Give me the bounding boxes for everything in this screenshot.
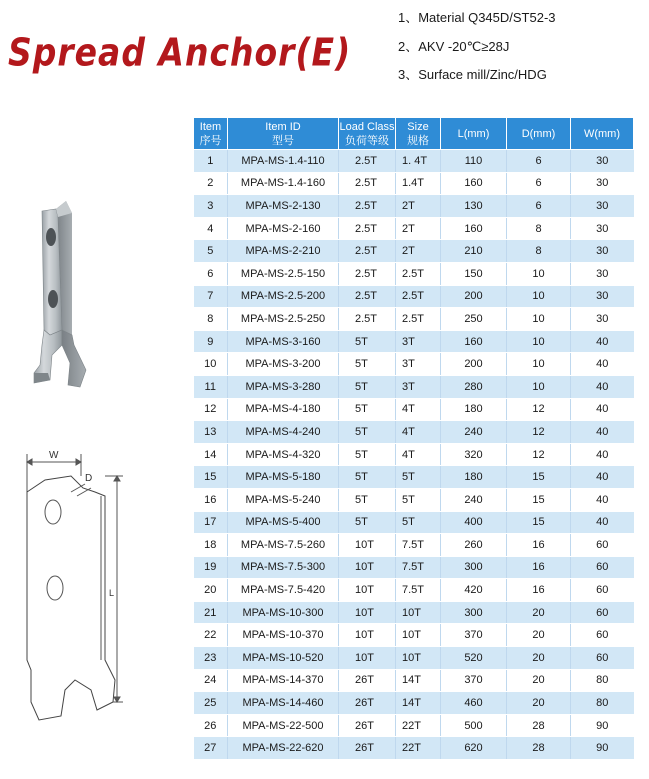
cell-load-class: 2.5T bbox=[339, 172, 396, 195]
cell-width: 80 bbox=[571, 692, 634, 715]
cell-item: 17 bbox=[194, 511, 228, 534]
page-title: Spread Anchor(E) bbox=[8, 30, 352, 75]
cell-width: 30 bbox=[571, 285, 634, 308]
cell-item: 14 bbox=[194, 443, 228, 466]
cell-size: 10T bbox=[396, 647, 441, 670]
table-row bbox=[194, 488, 634, 511]
cell-item: 10 bbox=[194, 353, 228, 376]
cell-length: 130 bbox=[441, 195, 507, 218]
cell-item: 5 bbox=[194, 240, 228, 263]
cell-load-class: 26T bbox=[339, 669, 396, 692]
cell-item-id: MPA-MS-3-200 bbox=[228, 353, 339, 376]
cell-width: 40 bbox=[571, 421, 634, 444]
cell-width: 60 bbox=[571, 534, 634, 557]
cell-length: 210 bbox=[441, 240, 507, 263]
cell-size: 22T bbox=[396, 714, 441, 737]
cell-item: 24 bbox=[194, 669, 228, 692]
cell-length: 280 bbox=[441, 375, 507, 398]
cell-length: 240 bbox=[441, 488, 507, 511]
cell-item-id: MPA-MS-4-240 bbox=[228, 421, 339, 444]
col-load-class-en: Load Class bbox=[339, 120, 395, 133]
cell-length: 180 bbox=[441, 466, 507, 489]
cell-width: 90 bbox=[571, 737, 634, 760]
cell-item: 20 bbox=[194, 579, 228, 602]
cell-size: 4T bbox=[396, 398, 441, 421]
cell-length: 160 bbox=[441, 330, 507, 353]
cell-size: 2T bbox=[396, 217, 441, 240]
cell-diameter: 8 bbox=[507, 240, 571, 263]
cell-width: 40 bbox=[571, 353, 634, 376]
cell-diameter: 16 bbox=[507, 534, 571, 557]
cell-item: 6 bbox=[194, 262, 228, 285]
col-width: W(mm) bbox=[571, 118, 634, 150]
table-row bbox=[194, 601, 634, 624]
cell-load-class: 26T bbox=[339, 692, 396, 715]
d-label: D bbox=[85, 473, 93, 484]
col-item bbox=[194, 118, 228, 150]
cell-load-class: 2.5T bbox=[339, 217, 396, 240]
col-size-en: Size bbox=[407, 120, 429, 133]
cell-length: 370 bbox=[441, 669, 507, 692]
col-load-class bbox=[339, 118, 396, 150]
cell-load-class: 2.5T bbox=[339, 308, 396, 331]
cell-size: 14T bbox=[396, 669, 441, 692]
cell-diameter: 20 bbox=[507, 647, 571, 670]
cell-item: 19 bbox=[194, 556, 228, 579]
cell-item-id: MPA-MS-2.5-150 bbox=[228, 262, 339, 285]
spec-impact: 2、AKV -20℃≥28J bbox=[398, 38, 510, 54]
spec-material: 1、Material Q345D/ST52-3 bbox=[398, 10, 556, 25]
cell-size: 4T bbox=[396, 443, 441, 466]
table-row bbox=[194, 308, 634, 331]
cell-load-class: 5T bbox=[339, 330, 396, 353]
cell-item: 13 bbox=[194, 421, 228, 444]
cell-load-class: 5T bbox=[339, 398, 396, 421]
col-load-class-cn: 负荷等级 bbox=[345, 134, 389, 147]
cell-length: 260 bbox=[441, 534, 507, 557]
cell-diameter: 10 bbox=[507, 308, 571, 331]
cell-item-id: MPA-MS-1.4-110 bbox=[228, 150, 339, 173]
cell-diameter: 12 bbox=[507, 443, 571, 466]
cell-item-id: MPA-MS-7.5-260 bbox=[228, 534, 339, 557]
cell-load-class: 10T bbox=[339, 579, 396, 602]
col-item-cn: 序号 bbox=[199, 134, 222, 147]
table-row bbox=[194, 375, 634, 398]
col-item-id-en: Item ID bbox=[265, 120, 301, 133]
table-row bbox=[194, 692, 634, 715]
cell-item: 25 bbox=[194, 692, 228, 715]
cell-diameter: 6 bbox=[507, 150, 571, 173]
cell-item: 4 bbox=[194, 217, 228, 240]
cell-diameter: 10 bbox=[507, 353, 571, 376]
cell-length: 240 bbox=[441, 421, 507, 444]
cell-load-class: 2.5T bbox=[339, 195, 396, 218]
cell-size: 14T bbox=[396, 692, 441, 715]
col-item-en: Item bbox=[199, 120, 222, 133]
cell-width: 40 bbox=[571, 398, 634, 421]
cell-load-class: 5T bbox=[339, 353, 396, 376]
cell-length: 250 bbox=[441, 308, 507, 331]
cell-item: 27 bbox=[194, 737, 228, 760]
cell-length: 400 bbox=[441, 511, 507, 534]
cell-item-id: MPA-MS-3-280 bbox=[228, 375, 339, 398]
cell-item: 15 bbox=[194, 466, 228, 489]
table-row bbox=[194, 353, 634, 376]
cell-item-id: MPA-MS-2.5-250 bbox=[228, 308, 339, 331]
cell-item: 7 bbox=[194, 285, 228, 308]
cell-size: 10T bbox=[396, 624, 441, 647]
table-row bbox=[194, 150, 634, 173]
cell-item: 18 bbox=[194, 534, 228, 557]
table-row bbox=[194, 285, 634, 308]
cell-diameter: 10 bbox=[507, 262, 571, 285]
cell-size: 22T bbox=[396, 737, 441, 760]
cell-diameter: 8 bbox=[507, 217, 571, 240]
cell-item: 1 bbox=[194, 150, 228, 173]
cell-diameter: 20 bbox=[507, 669, 571, 692]
table-row bbox=[194, 443, 634, 466]
cell-diameter: 10 bbox=[507, 375, 571, 398]
cell-item: 3 bbox=[194, 195, 228, 218]
col-item-id bbox=[228, 118, 339, 150]
cell-diameter: 28 bbox=[507, 737, 571, 760]
cell-width: 40 bbox=[571, 488, 634, 511]
cell-item-id: MPA-MS-1.4-160 bbox=[228, 172, 339, 195]
cell-length: 160 bbox=[441, 172, 507, 195]
col-size bbox=[396, 118, 441, 150]
spec-list bbox=[398, 4, 556, 90]
cell-item-id: MPA-MS-4-180 bbox=[228, 398, 339, 421]
cell-width: 60 bbox=[571, 579, 634, 602]
cell-size: 3T bbox=[396, 375, 441, 398]
table-row bbox=[194, 534, 634, 557]
cell-diameter: 12 bbox=[507, 398, 571, 421]
cell-length: 160 bbox=[441, 217, 507, 240]
cell-size: 5T bbox=[396, 511, 441, 534]
table-header-row bbox=[194, 118, 634, 150]
cell-length: 620 bbox=[441, 737, 507, 760]
table-row bbox=[194, 466, 634, 489]
cell-load-class: 5T bbox=[339, 466, 396, 489]
cell-width: 40 bbox=[571, 466, 634, 489]
cell-item: 8 bbox=[194, 308, 228, 331]
cell-length: 300 bbox=[441, 556, 507, 579]
l-label: L bbox=[109, 588, 115, 598]
cell-load-class: 10T bbox=[339, 556, 396, 579]
cell-diameter: 10 bbox=[507, 285, 571, 308]
cell-load-class: 5T bbox=[339, 443, 396, 466]
cell-diameter: 6 bbox=[507, 172, 571, 195]
table-row bbox=[194, 737, 634, 760]
cell-size: 5T bbox=[396, 488, 441, 511]
cell-width: 60 bbox=[571, 556, 634, 579]
cell-length: 320 bbox=[441, 443, 507, 466]
cell-diameter: 16 bbox=[507, 579, 571, 602]
cell-diameter: 15 bbox=[507, 466, 571, 489]
cell-size: 1. 4T bbox=[396, 150, 441, 173]
cell-item-id: MPA-MS-7.5-420 bbox=[228, 579, 339, 602]
cell-load-class: 5T bbox=[339, 511, 396, 534]
cell-size: 1.4T bbox=[396, 172, 441, 195]
cell-item-id: MPA-MS-10-300 bbox=[228, 601, 339, 624]
cell-diameter: 10 bbox=[507, 330, 571, 353]
cell-item: 21 bbox=[194, 601, 228, 624]
col-diameter: D(mm) bbox=[507, 118, 571, 150]
cell-item-id: MPA-MS-14-370 bbox=[228, 669, 339, 692]
cell-diameter: 15 bbox=[507, 511, 571, 534]
cell-width: 30 bbox=[571, 262, 634, 285]
cell-item-id: MPA-MS-5-240 bbox=[228, 488, 339, 511]
cell-item: 22 bbox=[194, 624, 228, 647]
cell-diameter: 20 bbox=[507, 624, 571, 647]
table-body bbox=[194, 150, 634, 760]
cell-size: 7.5T bbox=[396, 556, 441, 579]
cell-load-class: 10T bbox=[339, 624, 396, 647]
cell-length: 200 bbox=[441, 285, 507, 308]
cell-diameter: 20 bbox=[507, 601, 571, 624]
table-row bbox=[194, 172, 634, 195]
cell-width: 90 bbox=[571, 714, 634, 737]
cell-size: 2.5T bbox=[396, 308, 441, 331]
cell-size: 10T bbox=[396, 601, 441, 624]
cell-item-id: MPA-MS-2-210 bbox=[228, 240, 339, 263]
cell-width: 30 bbox=[571, 195, 634, 218]
cell-length: 420 bbox=[441, 579, 507, 602]
cell-item-id: MPA-MS-2-160 bbox=[228, 217, 339, 240]
col-item-id-cn: 型号 bbox=[272, 134, 294, 147]
cell-load-class: 10T bbox=[339, 647, 396, 670]
cell-length: 300 bbox=[441, 601, 507, 624]
table-row bbox=[194, 330, 634, 353]
cell-size: 3T bbox=[396, 330, 441, 353]
cell-length: 150 bbox=[441, 262, 507, 285]
table-row bbox=[194, 714, 634, 737]
table-row bbox=[194, 511, 634, 534]
cell-width: 30 bbox=[571, 172, 634, 195]
cell-load-class: 2.5T bbox=[339, 240, 396, 263]
cell-load-class: 5T bbox=[339, 375, 396, 398]
cell-width: 40 bbox=[571, 375, 634, 398]
cell-item-id: MPA-MS-7.5-300 bbox=[228, 556, 339, 579]
table-row bbox=[194, 398, 634, 421]
cell-size: 7.5T bbox=[396, 534, 441, 557]
cell-size: 2T bbox=[396, 240, 441, 263]
table-row bbox=[194, 556, 634, 579]
cell-item: 26 bbox=[194, 714, 228, 737]
cell-item: 23 bbox=[194, 647, 228, 670]
cell-item: 2 bbox=[194, 172, 228, 195]
cell-load-class: 2.5T bbox=[339, 262, 396, 285]
table-row bbox=[194, 669, 634, 692]
cell-length: 460 bbox=[441, 692, 507, 715]
spec-table bbox=[193, 117, 634, 760]
cell-size: 7.5T bbox=[396, 579, 441, 602]
table-row bbox=[194, 624, 634, 647]
cell-width: 30 bbox=[571, 308, 634, 331]
cell-item: 11 bbox=[194, 375, 228, 398]
cell-width: 30 bbox=[571, 150, 634, 173]
cell-diameter: 6 bbox=[507, 195, 571, 218]
cell-diameter: 28 bbox=[507, 714, 571, 737]
cell-width: 60 bbox=[571, 624, 634, 647]
cell-length: 370 bbox=[441, 624, 507, 647]
col-length: L(mm) bbox=[441, 118, 507, 150]
cell-load-class: 5T bbox=[339, 488, 396, 511]
cell-item: 16 bbox=[194, 488, 228, 511]
w-label: W bbox=[49, 450, 59, 461]
cell-load-class: 10T bbox=[339, 534, 396, 557]
cell-length: 520 bbox=[441, 647, 507, 670]
cell-diameter: 12 bbox=[507, 421, 571, 444]
table-row bbox=[194, 421, 634, 444]
cell-size: 2T bbox=[396, 195, 441, 218]
table-row bbox=[194, 647, 634, 670]
cell-width: 60 bbox=[571, 601, 634, 624]
cell-item-id: MPA-MS-22-500 bbox=[228, 714, 339, 737]
cell-item-id: MPA-MS-2.5-200 bbox=[228, 285, 339, 308]
cell-length: 200 bbox=[441, 353, 507, 376]
cell-item-id: MPA-MS-2-130 bbox=[228, 195, 339, 218]
table-row bbox=[194, 195, 634, 218]
cell-width: 30 bbox=[571, 240, 634, 263]
cell-item: 9 bbox=[194, 330, 228, 353]
cell-length: 180 bbox=[441, 398, 507, 421]
col-size-cn: 规格 bbox=[407, 134, 429, 147]
cell-diameter: 20 bbox=[507, 692, 571, 715]
cell-length: 500 bbox=[441, 714, 507, 737]
cell-item-id: MPA-MS-10-520 bbox=[228, 647, 339, 670]
cell-load-class: 5T bbox=[339, 421, 396, 444]
cell-item-id: MPA-MS-14-460 bbox=[228, 692, 339, 715]
cell-item-id: MPA-MS-5-400 bbox=[228, 511, 339, 534]
product-photo bbox=[20, 195, 132, 390]
cell-size: 5T bbox=[396, 466, 441, 489]
cell-width: 60 bbox=[571, 647, 634, 670]
cell-size: 2.5T bbox=[396, 262, 441, 285]
cell-load-class: 2.5T bbox=[339, 150, 396, 173]
cell-width: 40 bbox=[571, 330, 634, 353]
cell-size: 4T bbox=[396, 421, 441, 444]
table-row bbox=[194, 262, 634, 285]
cell-item: 12 bbox=[194, 398, 228, 421]
cell-item-id: MPA-MS-10-370 bbox=[228, 624, 339, 647]
cell-load-class: 26T bbox=[339, 737, 396, 760]
cell-size: 3T bbox=[396, 353, 441, 376]
cell-width: 40 bbox=[571, 443, 634, 466]
cell-diameter: 15 bbox=[507, 488, 571, 511]
table-row bbox=[194, 240, 634, 263]
cell-diameter: 16 bbox=[507, 556, 571, 579]
cell-load-class: 10T bbox=[339, 601, 396, 624]
cell-item-id: MPA-MS-3-160 bbox=[228, 330, 339, 353]
cell-size: 2.5T bbox=[396, 285, 441, 308]
cell-item-id: MPA-MS-4-320 bbox=[228, 443, 339, 466]
spec-surface: 3、Surface mill/Zinc/HDG bbox=[398, 67, 547, 82]
cell-item-id: MPA-MS-22-620 bbox=[228, 737, 339, 760]
table-row bbox=[194, 579, 634, 602]
table-row bbox=[194, 217, 634, 240]
technical-drawing bbox=[5, 440, 135, 740]
cell-load-class: 26T bbox=[339, 714, 396, 737]
cell-length: 110 bbox=[441, 150, 507, 173]
cell-item-id: MPA-MS-5-180 bbox=[228, 466, 339, 489]
cell-load-class: 2.5T bbox=[339, 285, 396, 308]
cell-width: 30 bbox=[571, 217, 634, 240]
cell-width: 40 bbox=[571, 511, 634, 534]
cell-width: 80 bbox=[571, 669, 634, 692]
